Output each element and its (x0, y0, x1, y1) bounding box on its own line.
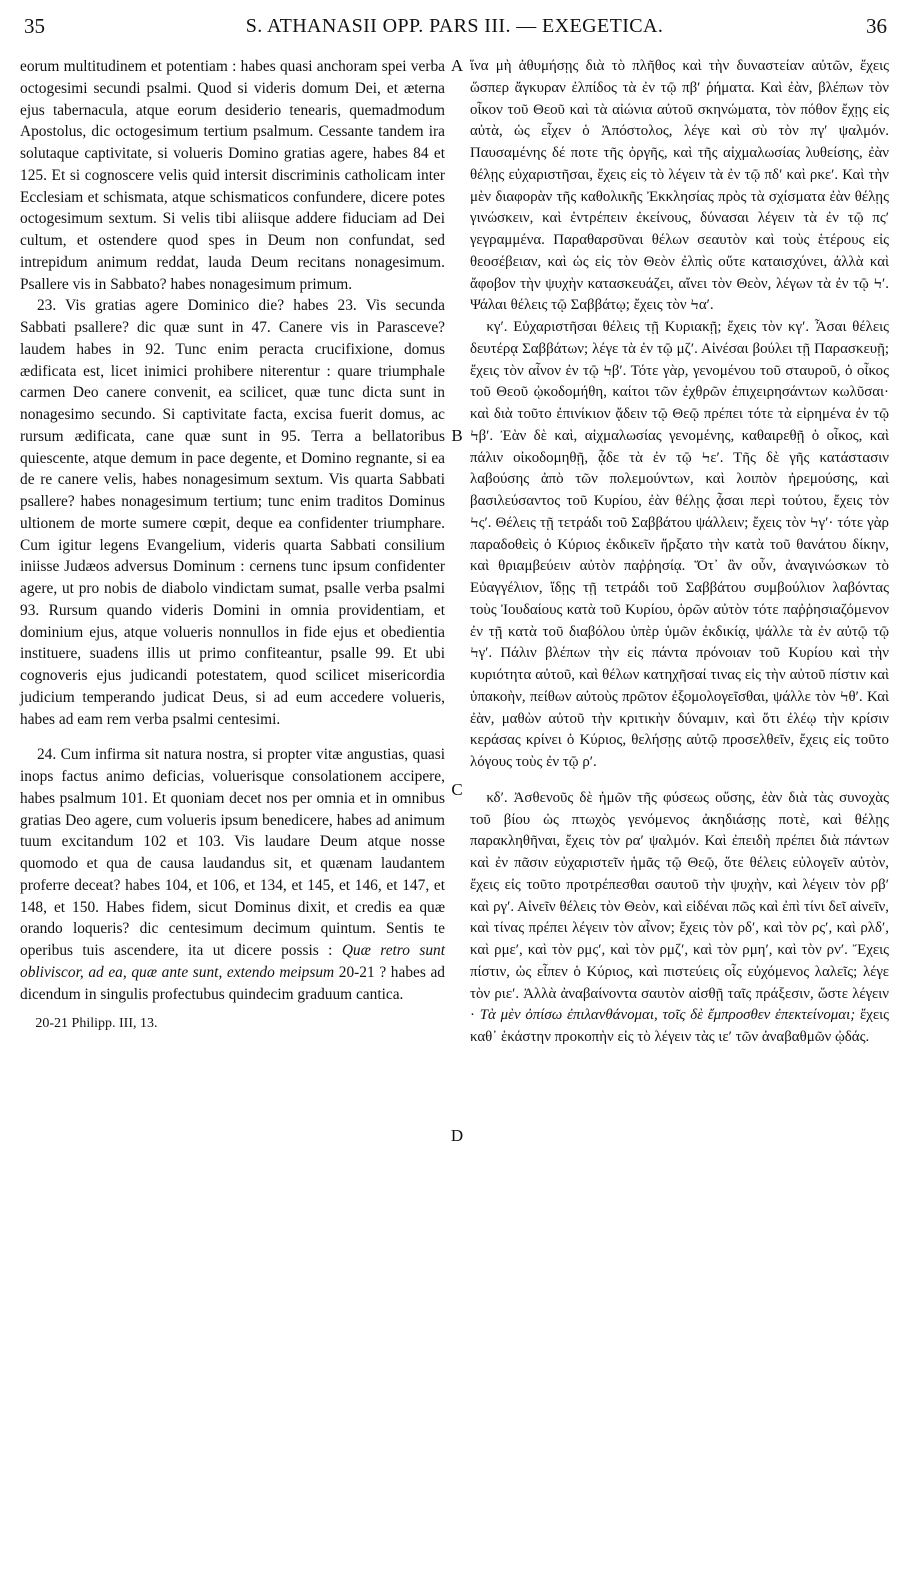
greek-paragraph-24-end: ἔχεις καθ᾽ ἑκάστην προκοπὴν εἰς τὸ λέγειν τὰς ιεʹ τῶν ἀναβαθμῶν ᾠδάς. (470, 1007, 889, 1045)
running-header (20, 14, 889, 40)
latin-column (20, 56, 445, 1035)
margin-marker-a: A (450, 56, 464, 75)
latin-paragraph-1: eorum multitudinem et potentiam : habes quasi anchoram spei verba octogesimi secundi psalmi. Quod si videris domum Dei, et æterna ejus tabernacula, atque eorum desiderio tenearis, quemadmodum Apostolus, dic octogesimum tertium psalmum. Cessante tandem ira solutaque captivitate, si volueris Domino gratias agere, habes 84 et 125. Et si cognoscere velis quid intersit discriminis catholicam inter Ecclesiam et schismata, atque schismaticos confundere, dicere potes octogesimum sextum. Si velis tibi aliisque addere fiduciam ad Dei cultum, et ostendere quod spes in Deum non confundat, sed intrepidum animum reddat, lauda Deum recitans nonagesimum. Psallere vis in Sabbato? habes nonagesimum primum. (20, 58, 445, 293)
greek-paragraph-23: κγʹ. Εὐχαριστῆσαι θέλεις τῇ Κυριακῇ; ἔχεις τὸν κγʹ. Ἆσαι θέλεις δευτέρᾳ Σαββάτων; λέγε τὰ ἐν τῷ μζʹ. Αἰνέσαι βούλει τῇ Παρασκευῇ; ἔχεις τὸν αἶνον ἐν τῷ Ϟβʹ. Τότε γὰρ, γενομένου τοῦ σταυροῦ, ὁ οἶκος τοῦ Θεοῦ ᾠκοδομήθη, καίτοι τῶν ἐχθρῶν ἐπιχειρησάντων κωλῦσαι· καὶ διὰ τοῦτο ἐπινίκιον ᾄδειν τῷ Θεῷ πρέπει τότε τὰ εἰρημένα ἐν τῷ Ϟβʹ. Ἐὰν δὲ καὶ, αἰχμαλωσίας γενομένης, καθαιρεθῇ ὁ οἶκος, καὶ πάλιν οἰκοδομηθῇ, ᾆδε τὰ ἐν τῷ Ϟεʹ. Τῆς δὲ γῆς κατάστασιν λαβούσης ἀπὸ τῶν πολεμούντων, καὶ λοιπὸν ἠρεμούσης, καὶ βασιλεύσαντος τοῦ Κυρίου, ἐὰν θέλῃς ᾆσαι περὶ τούτου, ἔχεις τὸν Ϟςʹ. Θέλεις τῇ τετράδι τοῦ Σαββάτου ψάλλειν; ἔχεις τὸν Ϟγʹ· τότε γὰρ παραδοθεὶς ὁ Κύριος ἐκδικεῖν ἤρξατο τὴν κατὰ τοῦ θανάτου δίκην, καὶ θριαμβεύειν αὐτὸν παῤῥησίᾳ. Ὅτ᾽ ἂν οὖν, ἀναγινώσκων τὸ Εὐαγγέλιον, ἴδῃς τῇ τετράδι τοῦ Σαββάτου συμβούλιον λαβόντας τοὺς Ἰουδαίους κατὰ τοῦ Κυρίου, ὁρῶν αὐτὸν τότε παῤῥησιαζόμενον ἐν τῇ κατὰ τοῦ διαβόλου ὑπὲρ ὑμῶν ἐκδικίᾳ, ψάλλε τὰ ἐν αὐτῷ τῷ Ϟγʹ. Πάλιν βλέπων τὴν εἰς πάντα πρόνοιαν τοῦ Κυρίου καὶ τὴν κυριότητα αὐτοῦ, καὶ θέλων κατηχῆσαί τινας εἰς τὴν αὐτοῦ πίστιν καὶ ὑπακοὴν, πείθων αὐτοὺς πρῶτον ἐξομολογεῖσθαι, ψάλλε τὸν Ϟθʹ. Καὶ ἐὰν, μαθὼν αὐτοῦ τὴν κριτικὴν δύναμιν, καὶ ὅτι ἐλέῳ τὴν κρίσιν κεράσας κρίνει ὁ Κύριος, θελήσῃς αὐτῷ προσελθεῖν, ἔχεις εἰς τοῦτο λόγους τοὺς ἐν τῷ ρʹ. (470, 319, 889, 770)
margin-marker-d: D (450, 1126, 464, 1145)
margin-marker-c: C (451, 780, 463, 799)
greek-paragraph-24-text: κδʹ. Ἀσθενοῦς δὲ ἡμῶν τῆς φύσεως οὔσης, ἐὰν διὰ τὰς συνοχὰς τοῦ βίου ὡς πτωχὸς γενόμενος ἀκηδιάσῃς ποτὲ, καὶ θέλῃς παρακληθῆναι, ἔχεις τὸν ραʹ ψαλμόν. Καὶ ἐπειδὴ πρέπει διὰ πάντων καὶ ἐν πᾶσιν εὐχαριστεῖν ἡμᾶς τῷ Θεῷ, ὅτε θέλεις εὐλογεῖν αὐτὸν, ἔχεις εἰς τοῦτο προτρέπεσθαι σαυτοῦ τὴν ψυχὴν, καὶ λέγειν τὸν ρβʹ καὶ ργʹ. Αἰνεῖν θέλεις τὸν Θεὸν, καὶ εἰδέναι πῶς καὶ ἐπὶ τίνι δεῖ αἰνεῖν, καὶ τίνας πρέπει λέγειν τὸν αἶνον; ἔχεις τὸν ρδʹ, καὶ τὸν ρςʹ, καὶ ρλδʹ, καὶ ρμεʹ, καὶ τὸν ρμςʹ, καὶ τὸν ρμζʹ, καὶ τὸν ρμηʹ, καὶ τὸν ρνʹ. Ἔχεις πίστιν, ὡς εἶπεν ὁ Κύριος, καὶ πιστεύεις οἷς εὐχόμενος λαλεῖς; λέγε τὸν ριεʹ. Ἀλλὰ ἀναβαίνοντα σαυτὸν αἰσθῇ ταῖς πράξεσιν, ὥστε λέγειν · (470, 789, 889, 1024)
latin-paragraph-24-end: 20-21 ? habes ad dicendum in singulis profectubus quindecim graduum cantica. (20, 963, 445, 1003)
page-number-right: 36 (866, 14, 887, 38)
latin-scripture-quote: Quæ retro sunt obliviscor, ad ea, quæ ante sunt, extendo meipsum (20, 942, 445, 981)
greek-scripture-quote: Τὰ μὲν ὀπίσω ἐπιλανθάνομαι, τοῖς δὲ ἔμπροσθεν ἐπεκτείνομαι; (479, 1007, 856, 1024)
greek-paragraph-1: ἵνα μὴ ἀθυμήσῃς διὰ τὸ πλῆθος καὶ τὴν δυναστείαν αὐτῶν, ἔχεις ὥσπερ ἄγκυραν ἐλπίδος τὰ ἐν τῷ πβʹ ῥήματα. Καὶ ἐὰν, βλέπων τὸν οἶκον τοῦ Θεοῦ καὶ τὰ αἰώνια αὐτοῦ σκηνώματα, τὸν πόθον ἔχῃς εἰς αὐτὰ, ὡς εἶχεν ὁ Ἀπόστολος, λέγε καὶ σὺ τὸν πγʹ ψαλμόν. Παυσαμένης δέ ποτε τῆς ὀργῆς, καὶ τῆς αἰχμαλωσίας λυθείσης, ἐὰν θέλῃς εὐχαριστῆσαι, ἔχεις εἰς τὸ λέγειν τὰ ἐν τῷ πδʹ καὶ ρκεʹ. Καὶ τὴν μὲν διαφορὰν τῆς καθολικῆς Ἐκκλησίας πρὸς τὰ σχίσματα ἐὰν θέλῃς γινώσκειν, καὶ ἐντρέπειν ἐκείνους, δύνασαι λέγειν τὰ ἐν τῷ πςʹ γεγραμμένα. Παραθαρσῦναι θέλων σεαυτὸν καὶ τοὺς ἑτέρους εἰς θεοσέβειαν, καὶ ὡς εἰς τὸν Θεὸν ἐλπὶς οὔτε καταισχύνει, ἀλλὰ καὶ ἄφοβον τὴν ψυχὴν κατασκευάζει, αἴνει τὸν Θεὸν, λέγων τὰ ἐν τῷ Ϟʹ. Ψάλαι θέλεις τῷ Σαββάτῳ; ἔχεις τὸν Ϟαʹ. (470, 58, 889, 314)
greek-paragraph-24 (470, 788, 889, 1049)
margin-marker-b: B (451, 426, 463, 445)
latin-paragraph-24 (20, 744, 445, 1005)
latin-paragraph-23: 23. Vis gratias agere Dominico die? habes 23. Vis secunda Sabbati psallere? dic quæ sunt in 47. Canere vis in Parasceve? laudem habes in 92. Tunc enim peracta crucifixione, domus ædificata est, licet inimici prohibere niterentur : quare triumphale carmen Deo canere convenit, ea scilicet, quæ tunc dicta sunt in nonagesimo secundo. Si captivitate facta, excisa fuerit domus, ac rursum ædificata, cane quæ sunt in 95. Terra a bellatoribus quiescente, atque demum in pace degente, et Domino regnante, si ea de re canere velis, habes nonagesimum sextum. Vis quarta Sabbati psallere? habes nonagesimum tertium; tunc enim traditos Dominus ultionem de morte sumere cœpit, deque ea confidenter triumphare. Cum igitur legens Evangelium, videris quarta Sabbati consilium iniisse Judæos adversus Dominum : cernens tunc ipsum confidenter agere, ut pro nobis de diabolo vindictam sumat, psalle verba psalmi 93. Rursum quando videris Domini in omnia providentiam, et dominium ejus, atque volueris nonnullos in fide ejus et obedientia instituere, suadens illis ut primo confiteantur, psalle 99. Et ubi cognoveris ejus judicandi potestatem, quod scilicet misericordia judicium temperando judicat Deus, si ad eum accedere volueris, habes ad eam rem verba psalmi centesimi. (20, 297, 445, 728)
footnote: 20-21 Philipp. III, 13. (35, 1016, 158, 1032)
page-number-left: 35 (24, 14, 45, 38)
greek-column (470, 56, 889, 1049)
running-title: S. ATHANASII OPP. PARS III. — EXEGETICA. (245, 15, 664, 37)
latin-paragraph-24-text: 24. Cum infirma sit natura nostra, si propter vitæ angustias, quasi inops factus animo deficias, voluerisque consolationem accipere, habes psalmum 101. Et quoniam decet nos per omnia et in omnibus gratias Deo agere, cum volueris ipsum benedicere, habes ad animum tuum excitandum 102 et 103. Vis laudare Deum atque nosse quomodo et qua de causa laudandus sit, et quænam laudantem proferre deceat? habes 104, et 106, et 134, et 145, et 146, et 147, et 148, et 150. Habes fidem, sicut Dominus dixit, et credis ea quæ orando loqueris? dic centesimum decimum quintum. Sentis te operibus tuis ascendere, ita ut dicere possis : (20, 746, 445, 959)
